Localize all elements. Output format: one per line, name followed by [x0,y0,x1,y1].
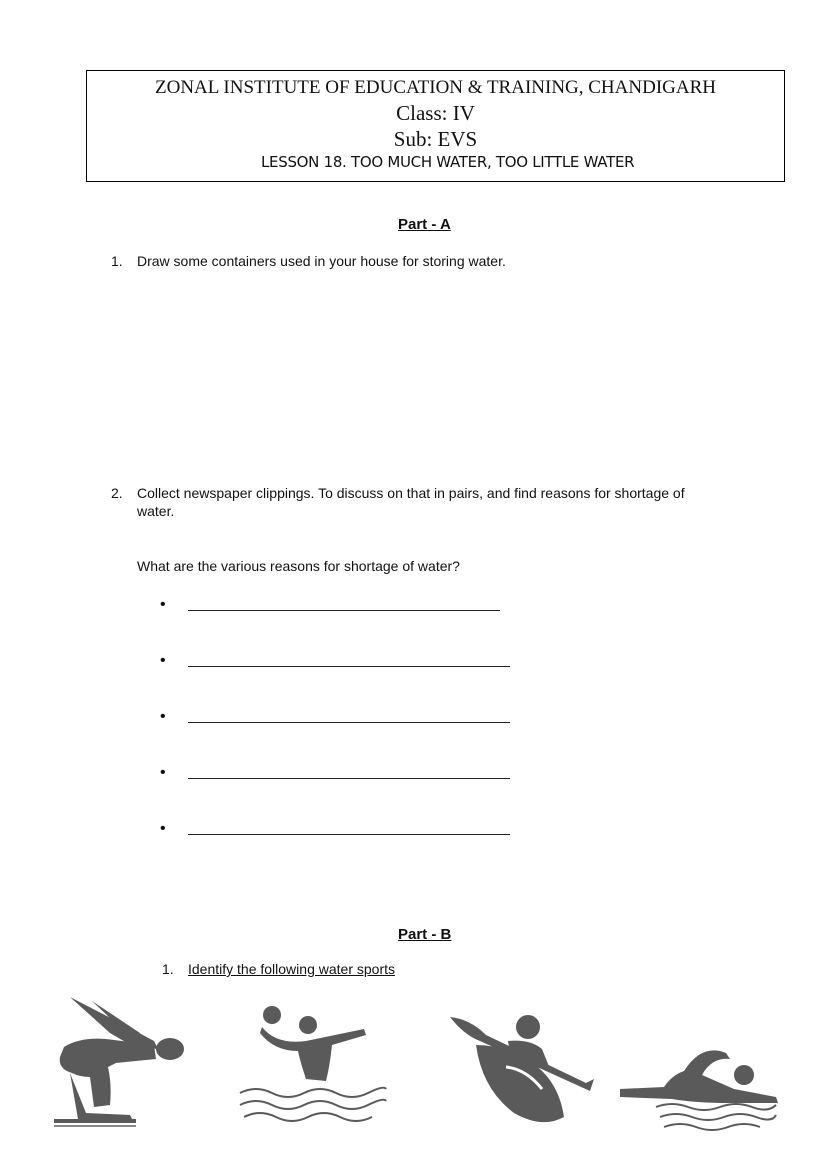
water-sports-images [0,985,827,1155]
bullet-icon: • [160,708,166,725]
blank-line [188,610,500,611]
question-number: 2. [111,485,123,501]
water-polo-icon [236,1001,396,1141]
blank-line [188,834,510,835]
question-number: 1. [162,961,174,977]
question-text: Identify the following water sports [188,961,395,977]
question-number: 1. [111,253,123,269]
swimming-icon [616,1041,784,1141]
bullet-icon: • [160,652,166,669]
bullet-icon: • [160,764,166,781]
question-text-line2: water. [137,503,175,519]
question-text-line1: Collect newspaper clippings. To discuss on that in pairs, and find reasons for shortage of [137,485,685,501]
diving-icon [50,993,190,1138]
kayaking-icon [446,1009,602,1139]
question-text: Draw some containers used in your house for storing water. [137,253,506,269]
subject-label: Sub: EVS [393,127,478,151]
part-a-title: Part - A [398,216,451,233]
blank-line [188,666,510,667]
blank-line [188,722,510,723]
header-box [86,70,785,182]
blank-line [188,778,510,779]
lesson-title: LESSON 18. TOO MUCH WATER, TOO LITTLE WATER [261,153,635,171]
question-prompt: What are the various reasons for shortage of water? [137,558,460,574]
institute-name: ZONAL INSTITUTE OF EDUCATION & TRAINING, CHANDIGARH [155,77,716,98]
part-b-title: Part - B [398,926,452,943]
bullet-icon: • [160,820,166,837]
class-label: Class: IV [396,101,475,125]
bullet-icon: • [160,596,166,613]
question-a2 [111,484,791,524]
